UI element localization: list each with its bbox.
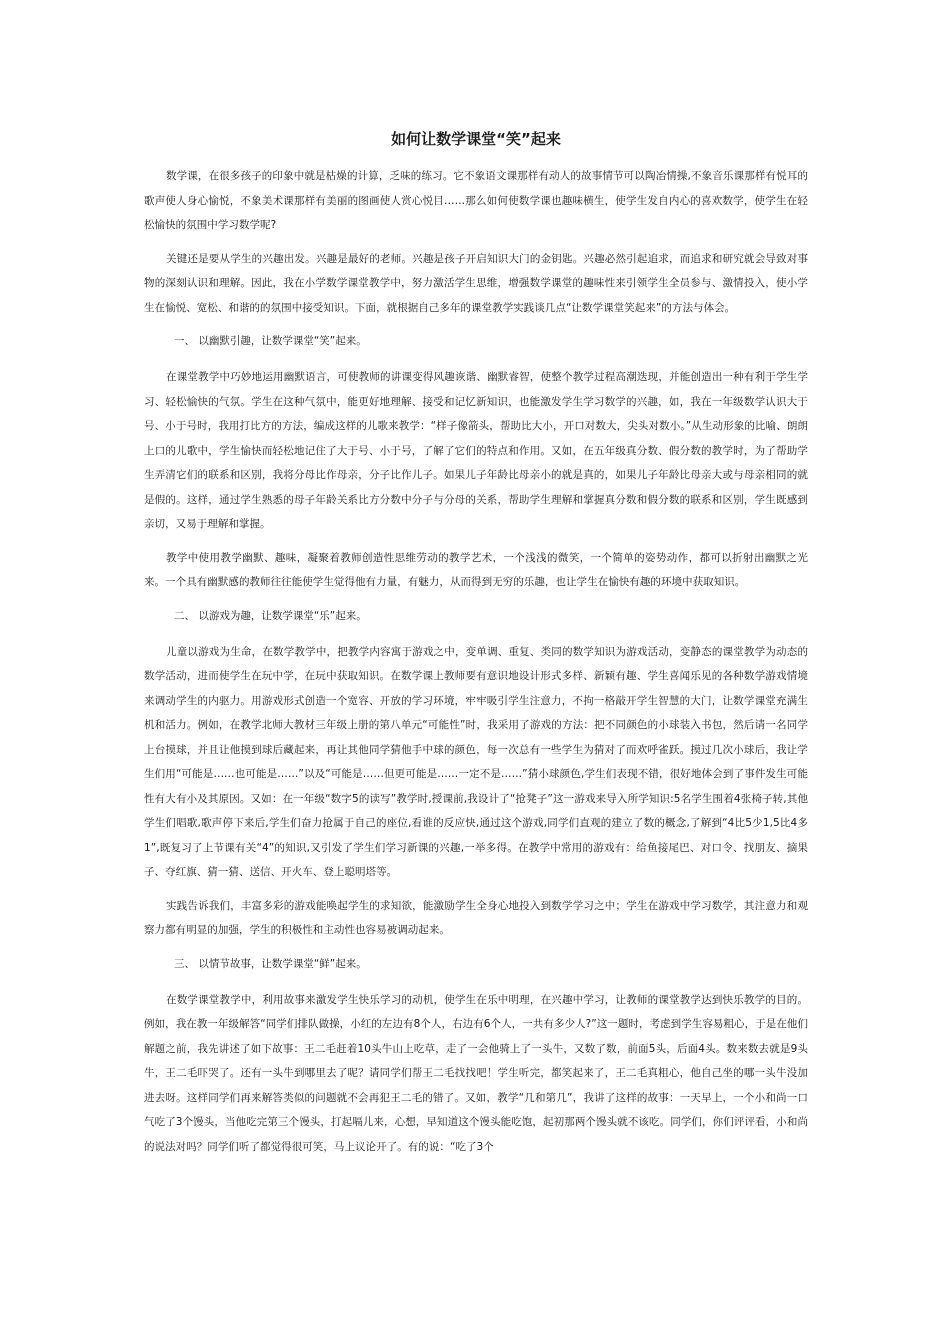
paragraph-humor-examples: 在课堂教学中巧妙地运用幽默语言，可使教师的讲课变得风趣诙谐、幽默睿智，使整个教学过程高潮迭现，并能创造出一种有利于学生学习、轻松愉快的气氛。学生在这种气氛中，能更好地理解、接受和记忆新知识，也能激发学生学习数学的兴趣，如，我在一年级数学认识大于号、小于号时，我用打比方的方法，编成这样的儿歌来教学：“样子像箭头，帮助比大小，开口对数大，尖头对数小。”从生动形象的比喻、朗朗上口的儿歌中，学生愉快而轻松地记住了大于号、小于号，了解了它们的特点和作用。又如，在五年级真分数、假分数的教学时，为了帮助学生弄清它们的联系和区别，我将分母比作母亲，分子比作儿子。如果儿子年龄比母亲小的就是真的，如果儿子年龄比母亲大或与母亲相同的就是假的。这样，通过学生熟悉的母子年龄关系比方分数中分子与分母的关系，帮助学生理解和掌握真分数和假分数的联系和区别，学生既感到亲切，又易于理解和掌握。 xyxy=(144,371,808,530)
paragraph-intro: 数学课，在很多孩子的印象中就是枯燥的计算，乏味的练习。它不象语文课那样有动人的故事情节可以陶冶情操,不象音乐课那样有悦耳的歌声使人身心愉悦，不象美术课那样有美丽的图画使人赏心悦目……那么如何使数学课也趣味横生，使学生发自内心的喜欢数学，使学生在轻松愉快的氛围中学习数学呢? xyxy=(144,170,808,231)
paragraph-key-interest: 关键还是要从学生的兴趣出发。兴趣是最好的老师。兴趣是孩子开启知识大门的金钥匙。兴趣必然引起追求，而追求和研究就会导致对事物的深刻认识和理解。因此，我在小学数学课堂教学中，努力激活学生思维，增强数学课堂的趣味性来引领学生全员参与、激情投入，使小学生在愉悦、宽松、和谐的的氛围中接受知识。下面，就根据自己多年的课堂教学实践谈几点“让数学课堂笑起来”的方法与体会。 xyxy=(144,252,808,314)
section-heading-games: 二、 以游戏为趣，让数学课堂“乐”起来。 xyxy=(174,609,367,622)
paragraph-games-practice: 实践告诉我们，丰富多彩的游戏能唤起学生的求知欲，能激励学生全身心地投入到数学学习之中；学生在游戏中学习数学，其注意力和观察力都有明显的加强，学生的积极性和主动性也容易被调动起来。 xyxy=(144,899,808,936)
document-title: 如何让数学课堂“笑”起来 xyxy=(391,130,561,148)
document-page xyxy=(144,128,808,1168)
paragraph-games-examples: 儿童以游戏为生命，在数学教学中，把教学内容寓于游戏之中，变单调、重复、类同的数学知识为游戏活动，变静态的课堂教学为动态的数学活动，进而使学生在玩中学，在玩中获取知识。在数学课上教师要有意识地设计形式多样、新颖有趣、学生喜闻乐见的各种数学游戏情境来调动学生的内驱力。用游戏形式创造一个宽容、开放的学习环境，牢牢吸引学生注意力，不拘一格敲开学生智慧的大门，让数学课堂充满生机和活力。例如，在教学北师大教材三年级上册的第八单元“可能性”时，我采用了游戏的方法：把不同颜色的小球装入书包，然后请一名同学上台摸球，并且让他摸到球后藏起来，再让其他同学猜他手中球的颜色，每一次总有一些学生为猜对了而欢呼雀跃。摸过几次小球后，我让学生们用“可能是……也可能是……”以及“可能是……但更可能是……一定不是……”猜小球颜色,学生们表现不错，很好地体会到了事件发生可能性有大有小及其原因。又如：在一年级“数字5的读写”教学时,授课前,我设计了“抢凳子”这一游戏来导入所学知识:5名学生围着4张椅子转,其他学生们唱歌,歌声停下来后,学生们奋力抢属于自己的座位,看谁的反应快,通过这个游戏,同学们直观的建立了数的概念,了解到“4比5少1,5比4多1”,既复习了上节课有关“4”的知识,又引发了学生们学习新课的兴趣,一举多得。在教学中常用的游戏有：给鱼接尾巴、对口令、找朋友、摘果子、夺红旗、猜一猜、送信、开火车、登上聪明塔等。 xyxy=(144,645,808,878)
paragraph-humor-art: 教学中使用教学幽默、趣味，凝聚着教师创造性思维劳动的教学艺术，一个浅浅的微笑，一个简单的姿势动作，都可以折射出幽默之光来。一个具有幽默感的教师往往能使学生觉得他有力量，有魅力，从而得到无穷的乐趣，也让学生在愉快有趣的环境中获取知识。 xyxy=(144,551,808,588)
section-heading-stories: 三、 以情节故事，让数学课堂“鲜”起来。 xyxy=(174,957,367,970)
section-heading-humor: 一、 以幽默引趣，让数学课堂“笑”起来。 xyxy=(174,335,367,347)
paragraph-stories-examples: 在数学课堂教学中，利用故事来激发学生快乐学习的动机，使学生在乐中明理，在兴趣中学习，让教师的课堂教学达到快乐教学的目的。例如，我在教一年级解答“同学们排队做操，小红的左边有8个人，右边有6个人，一共有多少人?”这一题时，考虑到学生容易粗心，于是在他们解题之前，我先讲述了如下故事：王二毛赶着10头牛山上吃草，走了一会他骑上了一头牛，又数了数，前面5头，后面4头。数来数去就是9头牛，王二毛吓哭了。还有一头牛到哪里去了呢？请同学们帮王二毛找找吧！学生听完，都笑起来了，王二毛真粗心，他自己坐的哪一头牛没加进去呀。这样同学们再来解答类似的问题就不会再犯王二毛的错了。又如，教学“几和第几”，我讲了这样的故事：一天早上，一个小和尚一口气吃了3个馒头，当他吃完第三个馒头，打起嗝儿来，心想，早知道这个馒头能吃饱，起初那两个馒头就不该吃。同学们，你们评评看，小和尚的说法对吗？同学们听了都觉得很可笑，马上议论开了。有的说：“吃了3个 xyxy=(144,993,808,1153)
